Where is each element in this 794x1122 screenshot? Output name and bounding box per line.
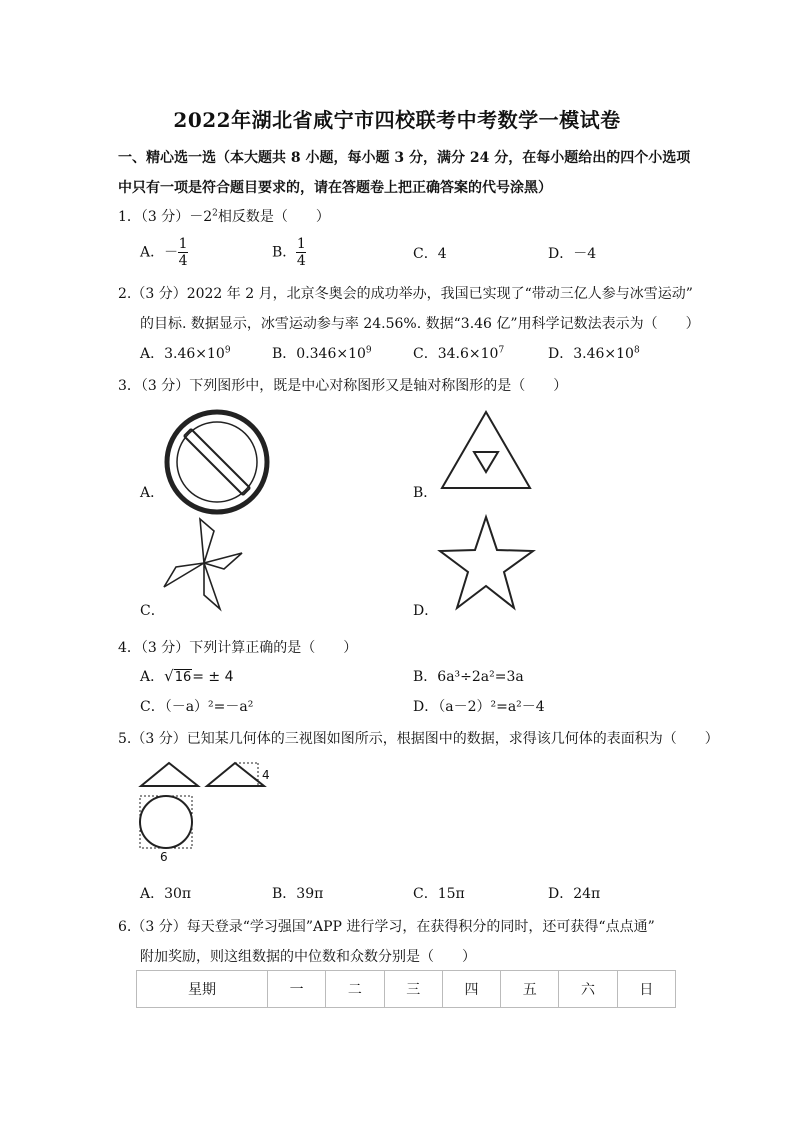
q6-data-table	[136, 970, 676, 1008]
table-header-cell: 三	[384, 971, 442, 1008]
q4-a-rest: = ± 4	[192, 669, 234, 685]
q2-option-c	[413, 343, 504, 363]
q2-c-sup: 7	[498, 345, 505, 356]
q1-stem-a: 1．（3 分）－2	[118, 209, 213, 225]
q5-top-view-icon	[138, 795, 198, 855]
q1-b-num: 1	[296, 236, 306, 252]
q1-option-a-fraction	[178, 236, 188, 269]
q1-a-num: 1	[178, 236, 188, 252]
q5-option-b: B．39π	[272, 886, 324, 902]
q4-radicand: 16	[174, 670, 192, 685]
q5-option-d: D．24π	[548, 886, 601, 902]
table-header-cell: 一	[268, 971, 326, 1008]
q5-height-label: 4	[262, 768, 270, 782]
table-header-cell: 星期	[137, 971, 268, 1008]
q1-option-a-label: A．－	[140, 244, 179, 261]
q1-option-d: D．－4	[548, 246, 597, 262]
q3-figure-a-no-sign-icon	[162, 407, 272, 517]
q2-c-text: C．34.6×10	[413, 346, 499, 362]
q2-line1: 2.（3 分）2022 年 2 月，北京冬奥会的成功举办，我国已实现了“带动三亿人参与冰雪运动”	[118, 286, 693, 302]
q2-b-sup: 9	[365, 345, 372, 356]
table-header-cell: 二	[326, 971, 384, 1008]
q2-b-text: B．0.346×10	[272, 346, 366, 362]
q2-a-sup: 9	[224, 345, 231, 356]
q2-line2: 的目标. 数据显示，冰雪运动参与率 24.56%. 数据“3.46 亿”用科学记数法表示为（ ）	[140, 316, 700, 332]
q2-d-text: D．3.46×10	[548, 346, 634, 362]
q1-option-b	[272, 236, 306, 269]
q1-a-den: 4	[178, 253, 188, 269]
q3-figure-c-pinwheel-icon	[162, 513, 242, 613]
q1-option-c: C．4	[413, 246, 447, 262]
q3-option-b: B．	[413, 485, 438, 501]
q3-option-a: A．	[140, 485, 165, 501]
q5-stem: 5.（3 分）已知某几何体的三视图如图所示，根据图中的数据，求得该几何体的表面积为（ ）	[118, 731, 719, 747]
q4-option-a	[140, 666, 234, 686]
q5-front-view-icon	[138, 760, 208, 790]
q3-option-c: C．	[140, 603, 165, 619]
q2-a-text: A．3.46×10	[140, 346, 225, 362]
q5-width-label: 6	[160, 850, 168, 864]
q6-line1: 6.（3 分）每天登录“学习强国”APP 进行学习，在获得积分的同时，还可获得“点点通”	[118, 919, 655, 935]
q4-option-a-label: A．	[140, 669, 165, 685]
q4-option-b: B．6a³÷2a²=3a	[413, 669, 524, 685]
q4-option-c: C．（－a）²=－a²	[140, 699, 254, 715]
q3-figure-b-triangle-icon	[438, 410, 538, 490]
section1-line2: 中只有一项是符合题目要求的，请在答题卷上把正确答案的代号涂黑）	[118, 180, 552, 196]
table-row	[137, 971, 676, 1008]
table-header-cell: 日	[617, 971, 675, 1008]
table-header-cell: 四	[442, 971, 500, 1008]
q6-line2: 附加奖励，则这组数据的中位数和众数分别是（ ）	[140, 949, 476, 965]
q2-option-d	[548, 343, 640, 363]
q3-option-d: D．	[413, 603, 439, 619]
q1-stem-b: 相反数是（ ）	[217, 209, 330, 225]
q3-stem: 3．（3 分）下列图形中，既是中心对称图形又是轴对称图形的是（ ）	[118, 378, 568, 394]
q5-option-a: A．30π	[140, 886, 192, 902]
q1-option-a	[140, 236, 188, 269]
q1-stem	[118, 206, 330, 226]
q2-option-b	[272, 343, 372, 363]
q2-d-sup: 8	[633, 345, 640, 356]
table-header-cell: 五	[501, 971, 559, 1008]
page-title: 2022年湖北省咸宁市四校联考中考数学一模试卷	[173, 108, 621, 132]
q1-stem-sup: 2	[212, 208, 218, 219]
q2-option-a	[140, 343, 231, 363]
q1-option-b-label: B．	[272, 244, 297, 261]
q1-option-b-fraction	[296, 236, 306, 269]
section1-line1: 一、精心选一选（本大题共 8 小题，每小题 3 分，满分 24 分，在每小题给出的四个小选项	[118, 150, 691, 166]
sqrt-icon: √	[164, 667, 174, 685]
q1-b-den: 4	[296, 253, 306, 269]
q5-option-c: C．15π	[413, 886, 465, 902]
q4-stem: 4．（3 分）下列计算正确的是（ ）	[118, 640, 358, 656]
table-header-cell: 六	[559, 971, 617, 1008]
q5-side-view-icon	[204, 760, 264, 790]
q3-figure-d-star-icon	[438, 513, 538, 613]
q4-option-d: D．（a－2）²=a²－4	[413, 699, 545, 715]
